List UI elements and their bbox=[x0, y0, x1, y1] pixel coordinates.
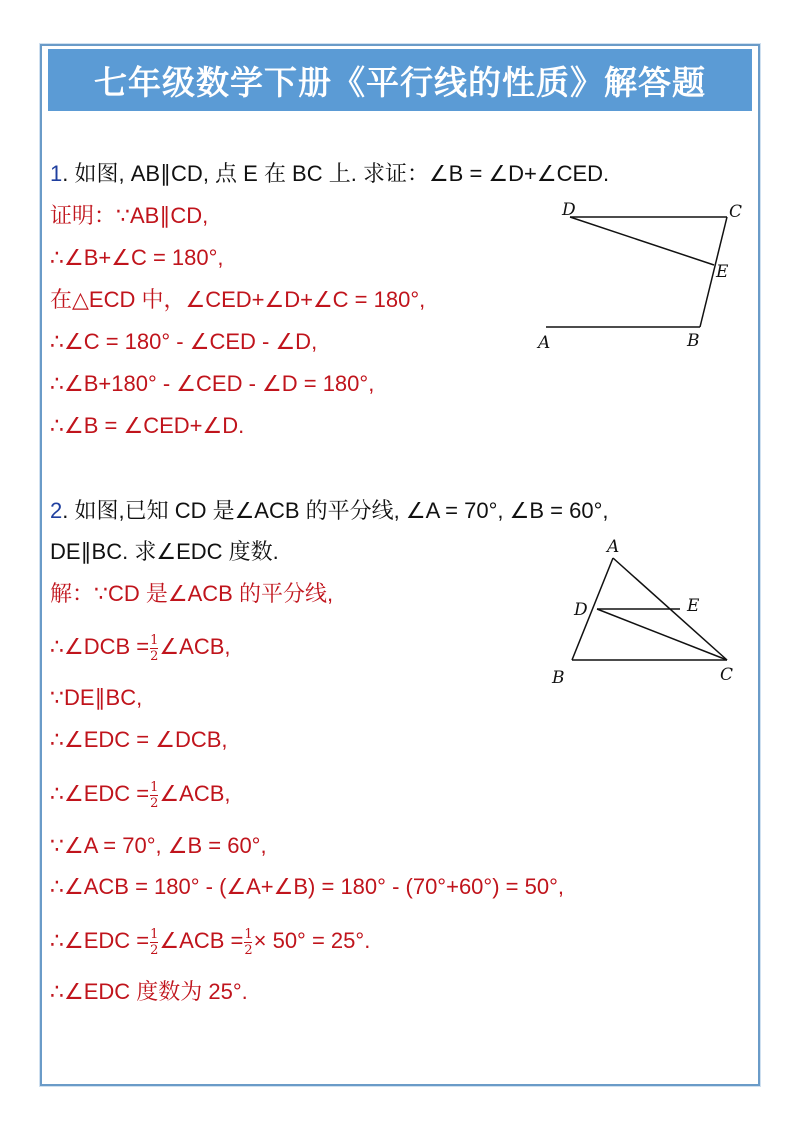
problem1-step-5: ∴∠B+180° - ∠CED - ∠D = 180°, bbox=[50, 371, 375, 396]
frac-den: 2 bbox=[150, 648, 159, 664]
problem1-step-6: ∴∠B = ∠CED+∠D. bbox=[50, 413, 245, 438]
problem2-question-text: . 如图,已知 CD 是∠ACB 的平分线, ∠A = 70°, ∠B = 60°, bbox=[62, 498, 609, 523]
problem2-step-2 bbox=[50, 633, 231, 663]
frac-num: 1 bbox=[244, 926, 253, 942]
problem1-step-4: ∴∠C = 180° - ∠CED - ∠D, bbox=[50, 329, 318, 354]
problem1-question bbox=[50, 160, 609, 188]
step-2-rhs: ∠ACB, bbox=[159, 634, 231, 659]
problem1-step-3: 在△ECD 中，∠CED+∠D+∠C = 180°, bbox=[50, 287, 426, 312]
frac-den: 2 bbox=[150, 795, 159, 811]
problem2-step-5 bbox=[50, 780, 231, 810]
label-E: E bbox=[716, 262, 729, 282]
problem2-step-9: ∴∠EDC 度数为 25°. bbox=[50, 979, 248, 1004]
label-C: C bbox=[729, 202, 743, 222]
frac-num: 1 bbox=[150, 926, 159, 942]
step-8-mid: ∠ACB = bbox=[159, 928, 244, 953]
fraction-half bbox=[244, 928, 252, 957]
problem2-step-1: 解：∵CD 是∠ACB 的平分线, bbox=[50, 581, 334, 606]
problem1-figure bbox=[530, 195, 750, 355]
step-5-lhs: ∴∠EDC = bbox=[50, 781, 150, 806]
frac-num: 1 bbox=[150, 632, 159, 648]
fraction-half bbox=[150, 928, 158, 957]
step-5-rhs: ∠ACB, bbox=[159, 781, 231, 806]
label-D: D bbox=[574, 600, 588, 620]
title-banner bbox=[48, 49, 752, 111]
problem2-step-7: ∴∠ACB = 180° - (∠A+∠B) = 180° - (70°+60°) = 50°, bbox=[50, 874, 564, 899]
problem2-question-line2: DE∥BC. 求∠EDC 度数. bbox=[50, 539, 279, 564]
step-8-lhs: ∴∠EDC = bbox=[50, 928, 150, 953]
step-8-rhs: × 50° = 25°. bbox=[253, 928, 371, 953]
frac-num: 1 bbox=[150, 779, 159, 795]
problem2-question-line1 bbox=[50, 497, 608, 525]
page-title: 七年级数学下册《平行线的性质》解答题 bbox=[94, 62, 706, 102]
label-A: A bbox=[538, 333, 551, 353]
frac-den: 2 bbox=[244, 942, 253, 958]
problem2-step-6: ∵∠A = 70°, ∠B = 60°, bbox=[50, 833, 267, 858]
problem2-step-3: ∵DE∥BC, bbox=[50, 685, 143, 710]
label-A: A bbox=[607, 537, 620, 557]
problem1-question-text: . 如图, AB∥CD, 点 E 在 BC 上. 求证：∠B = ∠D+∠CED. bbox=[62, 161, 610, 186]
label-D: D bbox=[562, 200, 576, 220]
problem1-number: 1 bbox=[50, 161, 63, 186]
label-C: C bbox=[720, 665, 734, 685]
label-B: B bbox=[552, 668, 565, 688]
frac-den: 2 bbox=[150, 942, 159, 958]
problem2-figure bbox=[530, 530, 750, 695]
problem2-step-4: ∴∠EDC = ∠DCB, bbox=[50, 727, 228, 752]
problem1-step-2: ∴∠B+∠C = 180°, bbox=[50, 245, 224, 270]
problem2-number: 2 bbox=[50, 498, 63, 523]
label-B: B bbox=[687, 331, 700, 351]
fraction-half bbox=[150, 634, 158, 663]
problem1-step-1: 证明：∵AB∥CD, bbox=[50, 203, 209, 228]
problem2-step-8 bbox=[50, 927, 370, 957]
label-E: E bbox=[687, 596, 700, 616]
step-2-lhs: ∴∠DCB = bbox=[50, 634, 150, 659]
fraction-half bbox=[150, 781, 158, 810]
